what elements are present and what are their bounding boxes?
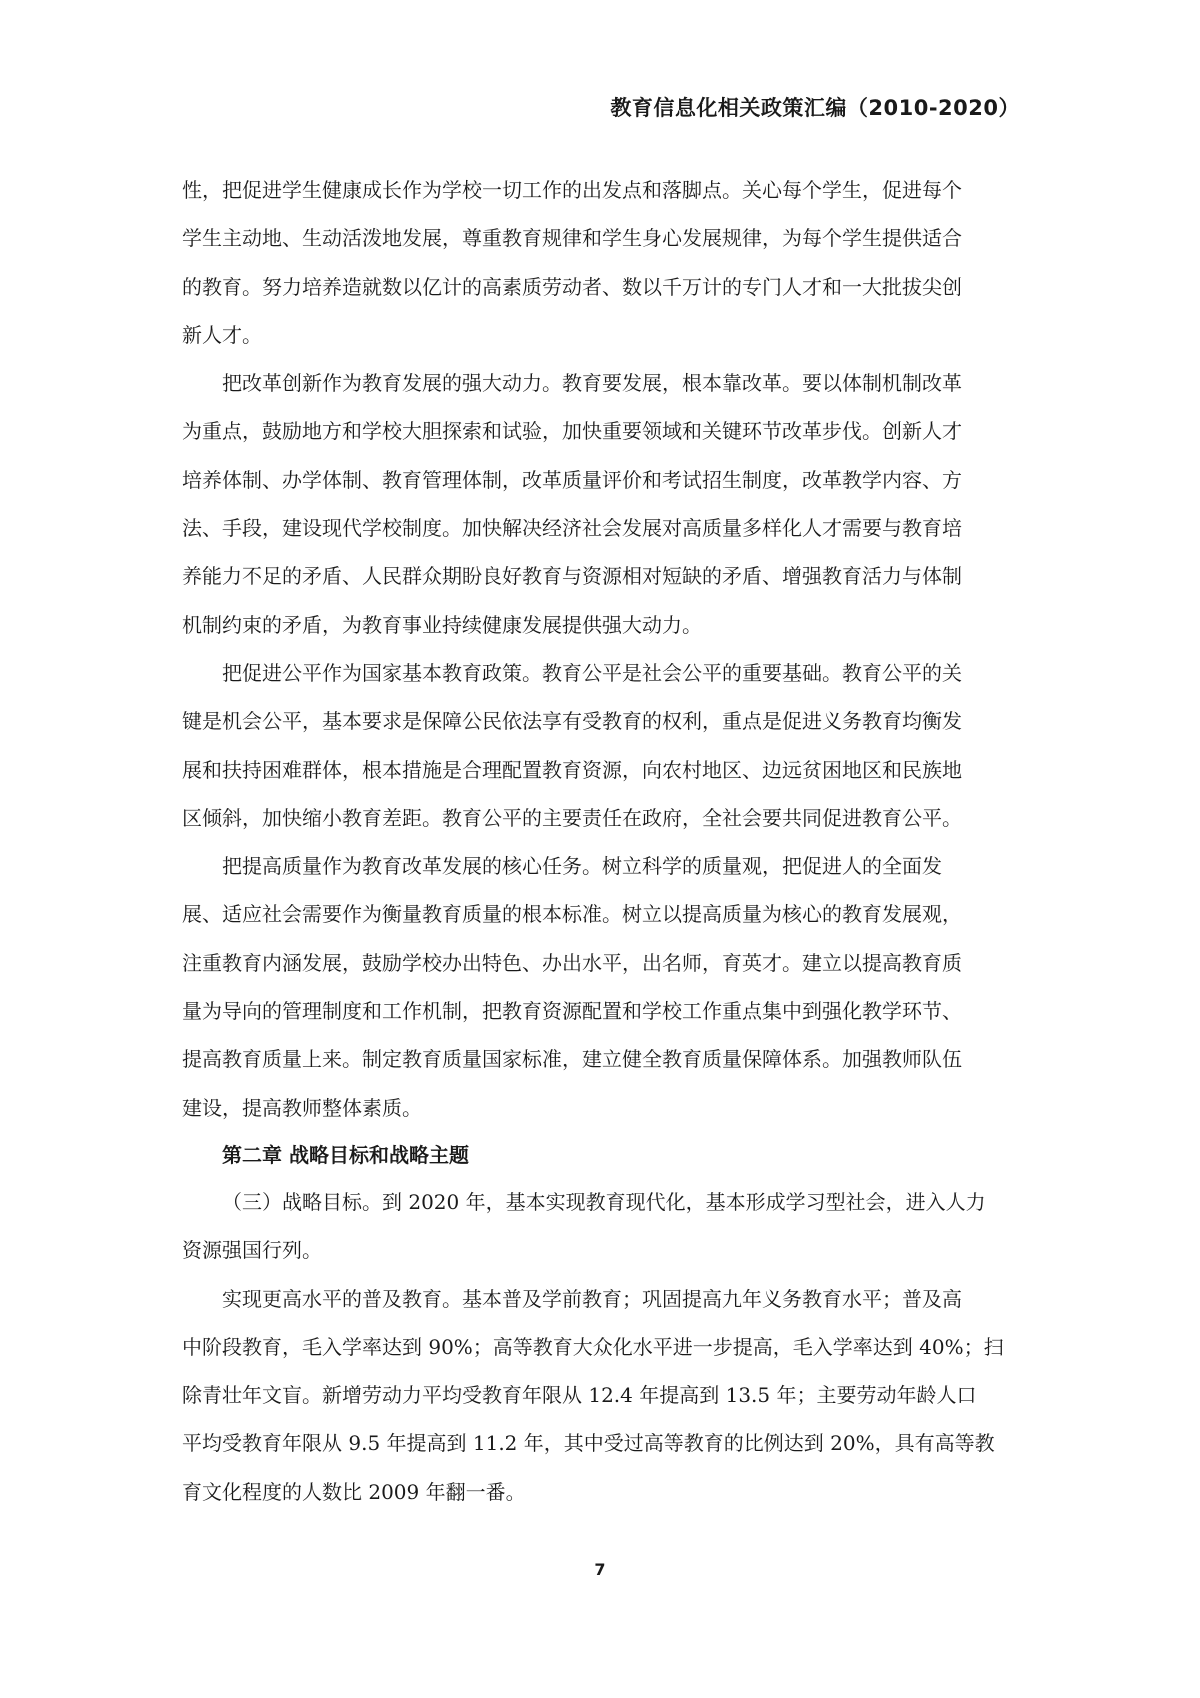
text-line: 把提高质量作为教育改革发展的核心任务。树立科学的质量观，把促进人的全面发	[222, 854, 942, 879]
paragraph-3	[182, 649, 1018, 842]
paragraph-5	[182, 1178, 1018, 1275]
text-line: 键是机会公平，基本要求是保障公民依法享有受教育的权利，重点是促进义务教育均衡发	[182, 709, 962, 734]
text-line: 养能力不足的矛盾、人民群众期盼良好教育与资源相对短缺的矛盾、增强教育活力与体制	[182, 564, 962, 589]
paragraph-1	[182, 166, 1018, 359]
text-line: （三）战略目标。到 2020 年，基本实现教育现代化，基本形成学习型社会，进入人力	[222, 1189, 986, 1214]
text-line: 量为导向的管理制度和工作机制，把教育资源配置和学校工作重点集中到强化教学环节、	[182, 999, 962, 1024]
text-line: 平均受教育年限从 9.5 年提高到 11.2 年，其中受过高等教育的比例达到 20%，具有高等教	[182, 1431, 995, 1456]
text-line: 法、手段，建设现代学校制度。加快解决经济社会发展对高质量多样化人才需要与教育培	[182, 516, 962, 541]
paragraph-6	[182, 1275, 1018, 1516]
chapter-heading: 第二章 战略目标和战略主题	[222, 1142, 469, 1167]
text-line: 建设，提高教师整体素质。	[182, 1095, 422, 1120]
text-line: 中阶段教育，毛入学率达到 90%；高等教育大众化水平进一步提高，毛入学率达到 40%；扫	[182, 1334, 1004, 1359]
page-number: 7	[594, 1560, 606, 1579]
text-line: 为重点，鼓励地方和学校大胆探索和试验，加快重要领域和关键环节改革步伐。创新人才	[182, 419, 962, 444]
paragraph-4	[182, 842, 1018, 1132]
text-line: 资源强国行列。	[182, 1238, 322, 1263]
page-body	[182, 166, 1018, 1516]
paragraph-2	[182, 359, 1018, 649]
running-header: 教育信息化相关政策汇编（2010-2020）	[610, 96, 1020, 120]
text-line: 培养体制、办学体制、教育管理体制，改革质量评价和考试招生制度，改革教学内容、方	[182, 467, 962, 492]
text-line: 提高教育质量上来。制定教育质量国家标准，建立健全教育质量保障体系。加强教师队伍	[182, 1047, 962, 1072]
text-line: 展和扶持困难群体，根本措施是合理配置教育资源，向农村地区、边远贫困地区和民族地	[182, 757, 962, 782]
text-line: 把改革创新作为教育发展的强大动力。教育要发展，根本靠改革。要以体制机制改革	[222, 371, 962, 396]
text-line: 展、适应社会需要作为衡量教育质量的根本标准。树立以提高质量为核心的教育发展观，	[182, 902, 962, 927]
text-line: 学生主动地、生动活泼地发展，尊重教育规律和学生身心发展规律，为每个学生提供适合	[182, 226, 962, 251]
text-line: 实现更高水平的普及教育。基本普及学前教育；巩固提高九年义务教育水平；普及高	[222, 1286, 962, 1311]
text-line: 机制约束的矛盾，为教育事业持续健康发展提供强大动力。	[182, 612, 702, 637]
text-line: 的教育。努力培养造就数以亿计的高素质劳动者、数以千万计的专门人才和一大批拔尖创	[182, 274, 962, 299]
text-line: 把促进公平作为国家基本教育政策。教育公平是社会公平的重要基础。教育公平的关	[222, 660, 962, 685]
text-line: 新人才。	[182, 322, 262, 347]
text-line: 性，把促进学生健康成长作为学校一切工作的出发点和落脚点。关心每个学生，促进每个	[182, 178, 962, 202]
text-line: 区倾斜，加快缩小教育差距。教育公平的主要责任在政府，全社会要共同促进教育公平。	[182, 805, 962, 830]
text-line: 育文化程度的人数比 2009 年翻一番。	[182, 1479, 526, 1504]
text-line: 注重教育内涵发展，鼓励学校办出特色、办出水平，出名师，育英才。建立以提高教育质	[182, 950, 962, 975]
text-line: 除青壮年文盲。新增劳动力平均受教育年限从 12.4 年提高到 13.5 年；主要劳动年龄人口	[182, 1383, 977, 1408]
